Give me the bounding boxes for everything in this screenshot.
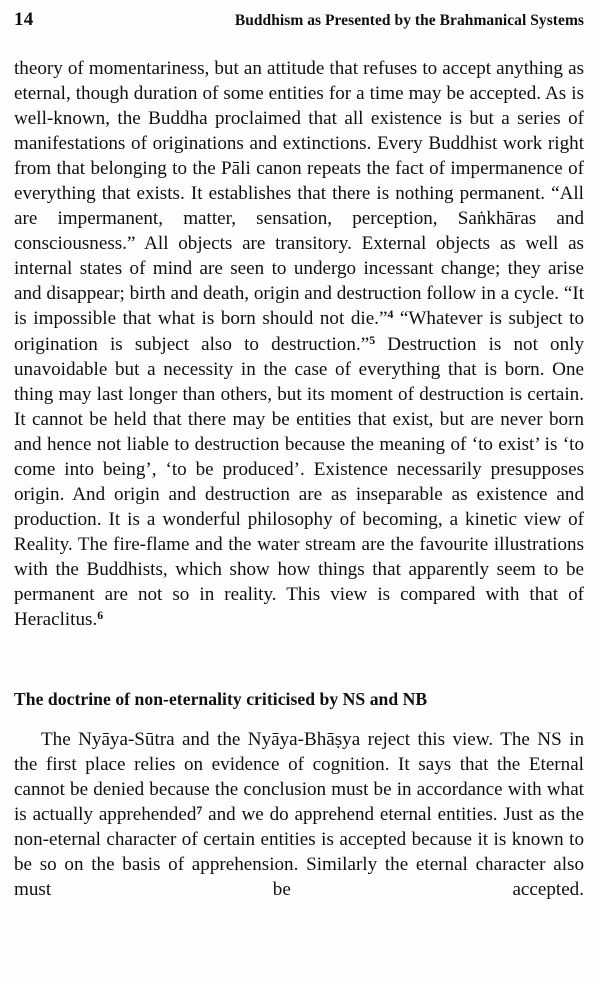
spacer-before-subheading — [14, 657, 584, 687]
spacer-after-subheading — [14, 711, 584, 727]
paragraph-momentariness — [14, 56, 584, 657]
running-head — [14, 9, 584, 33]
paragraph-nyaya-rejection — [14, 727, 584, 927]
text-block — [14, 56, 584, 928]
running-head-title: Buddhism as Presented by the Brahmanical Systems — [234, 12, 584, 29]
footnote-marker-7: 7 — [196, 803, 203, 818]
footnote-marker-6: 6 — [97, 607, 104, 622]
section-subheading: The doctrine of non-eternality criticised by NS and NB — [14, 689, 428, 710]
page-number: 14 — [14, 9, 34, 30]
paragraph-text-segment-2: “Whatever is subject to origination is subject also to destruction.” — [14, 308, 584, 355]
footnote-marker-4: 4 — [387, 307, 394, 322]
footnote-marker-5: 5 — [369, 332, 376, 347]
paragraph-2-text-segment-2: and we do apprehend eternal entities. Just as the non-eternal character of certain entities is accepted because it is known to be so on the basis of apprehension. Similarly the eternal character also must be accepted. — [14, 804, 584, 901]
paragraph-2-text-segment-1: The Nyāya-Sūtra and the Nyāya-Bhāṣya reject this view. The NS in the first place relies on evidence of cognition. It says that the Eternal cannot be denied because the conclusion must be in accordance with what is actually apprehended — [14, 729, 584, 826]
paragraph-text-segment-1: theory of momentariness, but an attitude that refuses to accept anything as eternal, though duration of some entities for a time may be accepted. As is well-known, the Buddha proclaimed that all existence is but a series of manifestations of originations and extinctions. Every Buddhist work right from that belonging to the Pāli canon repeats the fact of impermanence of everything that exists. It establishes that there is nothing permanent. “All are impermanent, matter, sensation, perception, Saṅkhāras and consciousness.” All objects are transitory. External objects as well as internal states of mind are seen to undergo incessant change; they arise and disappear; birth and death, origin and destruction follow in a cycle. “It is impossible that what is born should not die.” — [14, 58, 584, 330]
paragraph-text-segment-3: Destruction is not only unavoidable but a necessity in the case of everything that is born. One thing may last longer than others, but its moment of destruction is certain. It cannot be held that there may be entities that exist, but are never born and hence not liable to destruction because the meaning of ‘to exist’ is ‘to come into being’, ‘to be produced’. Existence necessarily presupposes origin. And origin and destruction are as inseparable as existence and production. It is a wonderful philosophy of becoming, a kinetic view of Reality. The fire-flame and the water stream are the favourite illustrations with the Buddhists, which show how things that apparently seem to be permanent are not so in reality. This view is compared with that of Heraclitus. — [14, 333, 584, 631]
